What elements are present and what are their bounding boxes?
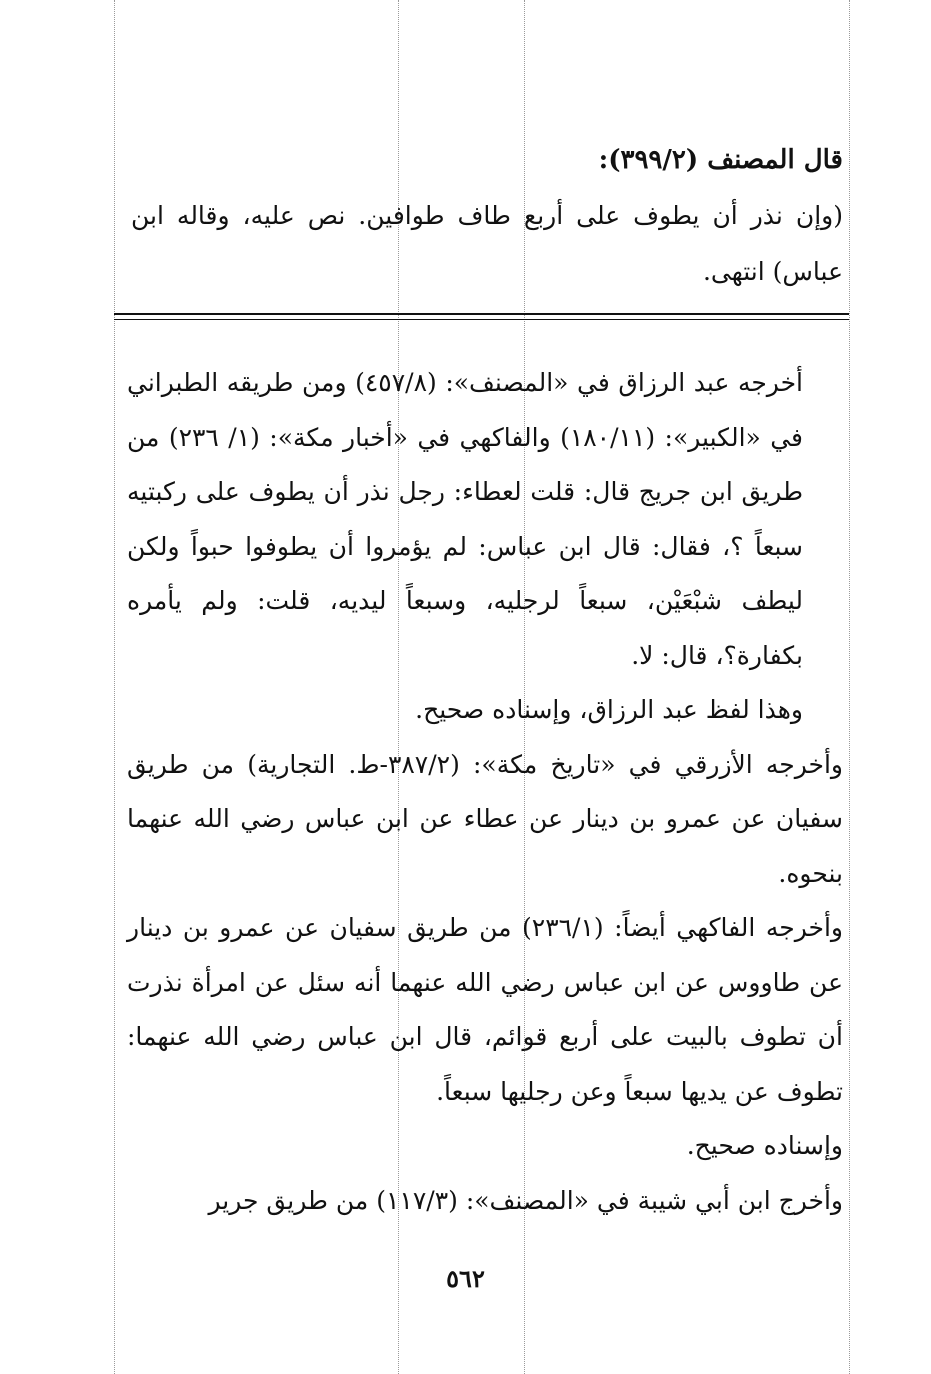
paragraph: أخرجه عبد الرزاق في «المصنف»: (٤٥٧/٨) ومن طريقه الطبراني في «الكبير»: (١٨٠/١١) والفاكهي في «أخبار مكة»: (١/ ٢٣٦) من طريق ابن جريج قال: قلت لعطاء: رجل نذر أن يطوف على ركبتيه سبعاً ؟، فقال: قال ابن عباس: لم يؤمروا أن يطوفوا حبواً ولكن ليطف شبْعَيْن، سبعاً لرجليه، وسبعاً ليديه، قلت: ولم يأمره بكفارة؟، قال: لا.	[127, 368, 803, 670]
quoted-text: (وإن نذر أن يطوف على أربع طاف طوافين. نص عليه، وقاله ابن عباس) انتهى.	[131, 201, 843, 286]
paragraph: وهذا لفظ عبد الرزاق، وإسناده صحيح.	[415, 695, 803, 724]
paragraph: وإسناده صحيح.	[686, 1131, 843, 1160]
paragraph: وأخرجه الأزرقي في «تاريخ مكة»: (٣٨٧/٢-ط. التجارية) من طريق سفيان عن عمرو بن دينار عن عطاء عن ابن عباس رضي الله عنهما بنحوه.	[127, 749, 843, 888]
footnote-body	[127, 356, 843, 1228]
paragraph: وأخرجه الفاكهي أيضاً: (٢٣٦/١) من طريق سفيان عن عمرو بن دينار عن طاووس عن ابن عباس رضي الله عنهما أنه سئل عن امرأة نذرت أن تطوف بالبيت على أربع قوائم، قال ابن عباس رضي الله عنهما: تطوف عن يديها سبعاً وعن رجليها سبعاً.	[127, 913, 843, 1106]
scan-guide-line	[849, 0, 850, 1374]
scan-guide-line	[114, 0, 115, 1374]
paragraph: وأخرج ابن أبي شيبة في «المصنف»: (١١٧/٣) من طريق جرير	[208, 1185, 843, 1215]
divider-rule-top	[114, 313, 849, 315]
page-number: ٥٦٢	[446, 1264, 485, 1293]
section-heading: قال المصنف (٣٩٩/٢):	[598, 145, 843, 175]
divider-rule-bottom	[114, 319, 849, 320]
